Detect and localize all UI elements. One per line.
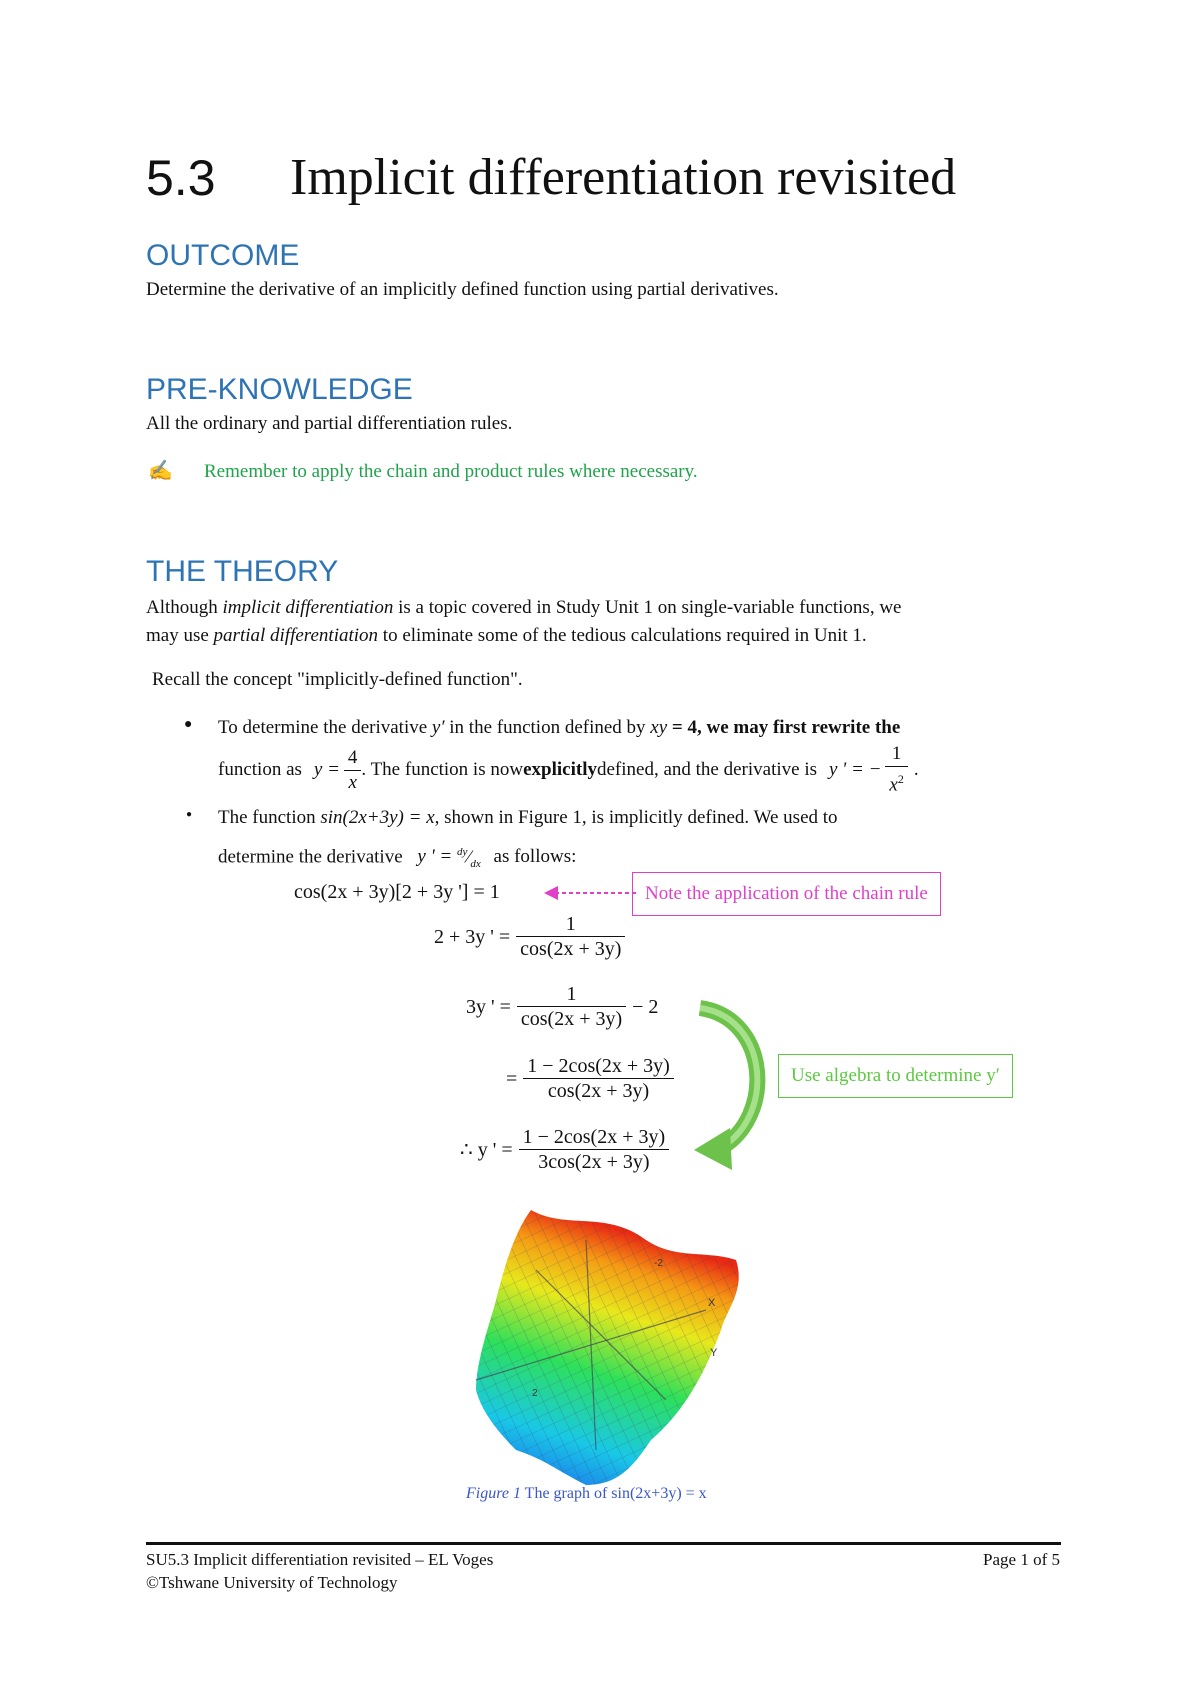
outcome-text: Determine the derivative of an implicitly defined function using partial derivatives. [146, 279, 779, 300]
footer-title: SU5.3 Implicit differentiation revisited – EL Voges [146, 1550, 494, 1569]
bullet-icon: ● [186, 809, 193, 820]
page-number: Page 1 of 5 [983, 1550, 1060, 1569]
footer-copyright: ©Tshwane University of Technology [146, 1573, 398, 1592]
surface-plot [436, 1200, 766, 1490]
axis-label-x: X [708, 1297, 716, 1309]
preknowledge-text: All the ordinary and partial differentiation rules. [146, 413, 513, 434]
recall-text: Recall the concept "implicitly-defined function". [152, 669, 523, 690]
theory-paragraph-line1: Although implicit differentiation is a topic covered in Study Unit 1 on single-variable functions, we [146, 597, 902, 618]
writing-hand-icon: ✍ [148, 460, 173, 482]
bullet2-line2: determine the derivative y ' = $^{dy}⁄_{dx}$ as follows: [218, 846, 577, 871]
equation-4: = $\frac{1 - 2\cos(2x + 3y)}{\cos(2x + 3y)}$ [506, 1054, 674, 1103]
equation-2: 2 + 3y ' = $\frac{1}{\cos(2x + 3y)}$ [434, 912, 625, 961]
theory-heading: THE THEORY [146, 555, 339, 588]
tick-label: 2 [532, 1388, 538, 1399]
bullet1-line2: function as y = $\frac{4}{x}$ . The function is now explicitly defined, and the derivative is y ' = − $\frac{1}{x^2}$ . [218, 743, 919, 796]
equation-1: cos(2x + 3y)[2 + 3y '] = 1 [294, 881, 500, 903]
surface-mesh [476, 1210, 739, 1485]
algebra-curved-arrow [690, 998, 780, 1178]
page-title: Implicit differentiation revisited [290, 149, 957, 206]
figure-caption: Figure 1 The graph of sin(2x+3y) = x [466, 1485, 707, 1502]
tick-label: -2 [654, 1258, 663, 1269]
chain-rule-arrow [540, 878, 640, 908]
footer-divider [146, 1542, 1061, 1545]
axis-label-y: Y [710, 1347, 718, 1359]
equation-3: 3y ' = $\frac{1}{\cos(2x + 3y)}$ − 2 [466, 983, 659, 1030]
bullet-icon: ● [184, 717, 193, 732]
equation-5: ∴ y ' = $\frac{1 - 2\cos(2x + 3y)}{3\cos(2x + 3y)}$ [460, 1125, 669, 1174]
outcome-heading: OUTCOME [146, 239, 300, 272]
bullet1-line1: To determine the derivative y′ in the function defined by xy = 4, we may first rewrite the [218, 717, 901, 738]
chain-rule-note: Note the application of the chain rule [632, 872, 941, 916]
preknowledge-tip: Remember to apply the chain and product rules where necessary. [204, 461, 698, 482]
theory-paragraph-line2: may use partial differentiation to eliminate some of the tedious calculations required in Unit 1. [146, 625, 867, 646]
bullet2-line1: The function sin(2x+3y) = x, shown in Figure 1, is implicitly defined. We used to [218, 807, 838, 828]
section-number: 5.3 [146, 150, 216, 206]
algebra-note: Use algebra to determine y′ [778, 1054, 1013, 1098]
preknowledge-heading: PRE-KNOWLEDGE [146, 373, 413, 406]
